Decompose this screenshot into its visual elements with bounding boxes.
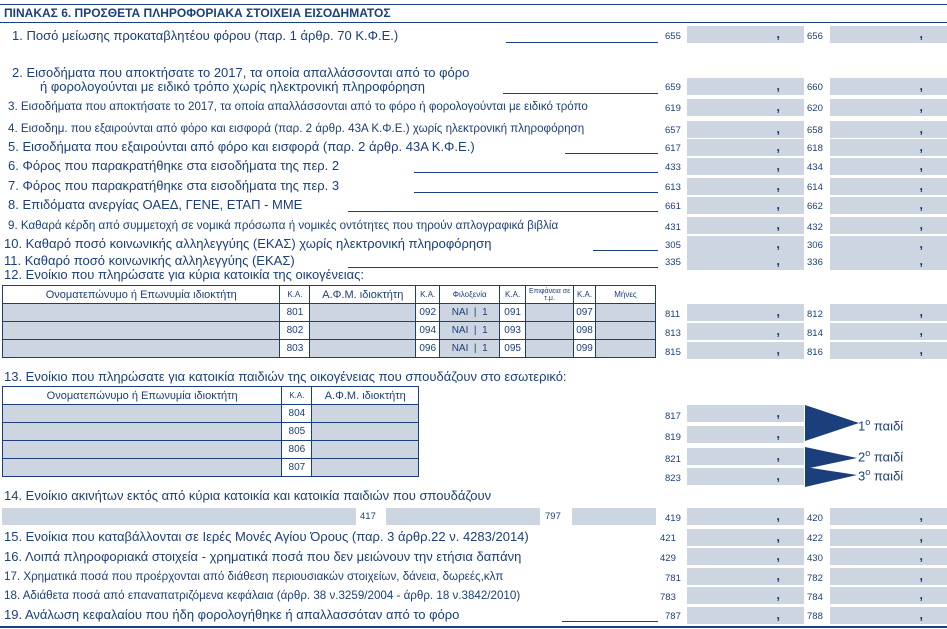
amount-field-430[interactable]: , (830, 548, 947, 565)
code-783: 783 (660, 592, 676, 603)
amount-field-787[interactable]: , (687, 607, 804, 624)
row-15-label: 15. Ενοίκια που καταβάλλονται σε Ιερές Μονές Αγίου Όρους (παρ. 3 άρθρ.22 ν. 4283/2014) (4, 529, 529, 544)
owner-name-field[interactable] (3, 304, 280, 322)
section-12-title: 12. Ενοίκιο που πληρώσατε για κύρια κατοικία της οικογένειας: (4, 267, 365, 282)
ka-099: 099 (574, 340, 596, 358)
arrow-child-2-icon (805, 447, 857, 469)
amount-field-421[interactable]: , (687, 529, 804, 546)
table-row (3, 322, 656, 340)
amount-field-429[interactable]: , (687, 548, 804, 565)
code-659: 659 (665, 82, 681, 93)
leader-line (348, 211, 658, 212)
amount-field-620[interactable]: , (830, 99, 947, 116)
code-619: 619 (665, 103, 681, 114)
row-11-label: 11. Καθαρό ποσό κοινωνικής αλληλεγγύης (ΕΚΑΣ) (4, 253, 295, 268)
section-13-title: 13. Ενοίκιο που πληρώσατε για κατοικία παιδιών της οικογένειας που σπουδάζουν στο εσωτερικό: (4, 369, 567, 384)
child-3-label: $3^o$ παιδί (858, 467, 904, 484)
afm-field[interactable] (310, 340, 416, 358)
code-655: 655 (665, 31, 681, 42)
row-19-label: 19. Ανάλωση κεφαλαίου που ήδη φορολογήθηκε ή απαλλασσόταν από το φόρο (4, 607, 460, 622)
amount-field-613[interactable]: , (687, 178, 804, 195)
row-7-label: 7. Φόρος που παρακρατήθηκε στα εισοδήματα της περ. 3 (8, 178, 340, 193)
code-433: 433 (665, 162, 681, 173)
header-ka: Κ.Α. (280, 286, 310, 304)
amount-field-823[interactable]: , (687, 468, 804, 485)
ka-092: 092 (416, 304, 440, 322)
code-781: 781 (665, 573, 681, 584)
code-429: 429 (660, 553, 676, 564)
rent-afm-field[interactable] (386, 508, 540, 525)
amount-field-661[interactable]: , (687, 197, 804, 214)
code-430: 430 (807, 553, 823, 564)
child-2-label: $2^o$ παιδί (858, 448, 904, 465)
amount-field-814[interactable]: , (830, 323, 947, 340)
code-661: 661 (665, 201, 681, 212)
ka-096: 096 (416, 340, 440, 358)
amount-field-306[interactable]: , (830, 236, 947, 253)
code-432: 432 (807, 222, 823, 233)
row-2-label: 2. Εισοδήματα που αποκτήσατε το 2017, τα οποία απαλλάσσονται από το φόρο (12, 65, 470, 80)
leader-line (414, 172, 658, 173)
code-306: 306 (807, 240, 823, 251)
amount-field-783[interactable]: , (687, 587, 804, 604)
owner-name-field[interactable] (3, 322, 280, 340)
ka-095: 095 (500, 340, 526, 358)
code-614: 614 (807, 182, 823, 193)
leader-line (565, 153, 658, 154)
section-14-title: 14. Ενοίκιο ακινήτων εκτός από κύρια κατοικία και κατοικία παιδιών που σπουδάζουν (4, 488, 492, 503)
amount-field-816[interactable]: , (830, 342, 947, 359)
code-819: 819 (665, 432, 681, 443)
afm-field[interactable] (310, 322, 416, 340)
amount-field-618[interactable]: , (830, 139, 947, 156)
code-421: 421 (660, 533, 676, 544)
owner-name-field[interactable] (3, 405, 282, 423)
afm-field[interactable] (312, 423, 419, 441)
code-782: 782 (807, 573, 823, 584)
bottom-border (0, 626, 947, 628)
amount-field-617[interactable]: , (687, 139, 804, 156)
amount-field-305[interactable]: , (687, 236, 804, 253)
amount-field-434[interactable]: , (830, 158, 947, 175)
amount-field-821[interactable]: , (687, 448, 804, 465)
amount-field-788[interactable]: , (830, 607, 947, 624)
code-823: 823 (665, 473, 681, 484)
ka-803: 803 (280, 340, 310, 358)
table-row (3, 423, 419, 441)
table-header (0, 4, 947, 23)
ka-804: 804 (282, 405, 312, 423)
amount-field-433[interactable]: , (687, 158, 804, 175)
amount-field-420[interactable]: , (830, 508, 947, 525)
header-hosting: Φιλοξενία (440, 286, 500, 304)
header-ka: Κ.Α. (416, 286, 440, 304)
afm-field[interactable] (312, 441, 419, 459)
hosting-yes[interactable]: ΝΑΙ | 1 (440, 304, 500, 322)
header-afm: Α.Φ.Μ. ιδιοκτήτη (310, 286, 416, 304)
header-ka: Κ.Α. (574, 286, 596, 304)
code-431: 431 (665, 222, 681, 233)
amount-field-432[interactable]: , (830, 217, 947, 234)
code-419: 419 (665, 513, 681, 524)
leader-line (503, 93, 658, 94)
arrow-child-3-icon (805, 467, 857, 487)
header-area: Επιφάνεια σε τ.μ. (526, 286, 574, 304)
child-arrows (805, 403, 865, 489)
code-811: 811 (665, 309, 681, 320)
code-613: 613 (665, 182, 681, 193)
leader-line (593, 250, 658, 251)
amount-field-422[interactable]: , (830, 529, 947, 546)
amount-field-614[interactable]: , (830, 178, 947, 195)
ka-091: 091 (500, 304, 526, 322)
area-field[interactable] (526, 322, 574, 340)
ka-098: 098 (574, 322, 596, 340)
amount-field-431[interactable]: , (687, 217, 804, 234)
code-662: 662 (807, 201, 823, 212)
rent-table-13 (2, 386, 419, 477)
row-10-label: 10. Καθαρό ποσό κοινωνικής αλληλεγγύης (ΕΚΑΣ) χωρίς ηλεκτρονική πληροφόρηση (4, 236, 492, 251)
amount-field-657[interactable]: , (687, 121, 804, 138)
row-16-label: 16. Λοιπά πληροφοριακά στοιχεία - χρηματικά ποσά που δεν μειώνουν την ετήσια δαπάνη (4, 549, 522, 564)
code-660: 660 (807, 82, 823, 93)
header-afm: Α.Φ.Μ. ιδιοκτήτη (312, 387, 419, 405)
amount-field-655[interactable]: , (687, 26, 804, 43)
amount-field-658[interactable]: , (830, 121, 947, 138)
amount-field-812[interactable]: , (830, 304, 947, 321)
ka-802: 802 (280, 322, 310, 340)
code-817: 817 (665, 411, 681, 422)
amount-field-782[interactable]: , (830, 568, 947, 585)
row-4-label: 4. Εισοδημ. που εξαιρούνται από φόρο και εισφορά (παρ. 2 άρθρ. 43Α Κ.Φ.Ε.) χωρίς ηλεκτρονική πληροφόρηση (8, 122, 585, 135)
leader-line (348, 267, 658, 268)
code-812: 812 (807, 309, 823, 320)
table-row (3, 459, 419, 477)
code-620: 620 (807, 103, 823, 114)
row-1-label: 1. Ποσό μείωσης προκαταβλητέου φόρου (παρ. 1 άρθρ. 70 Κ.Φ.Ε.) (12, 28, 399, 43)
row-8-label: 8. Επιδόματα ανεργίας ΟΑΕΔ, ΓΕΝΕ, ΕΤΑΠ - ΜΜΕ (8, 197, 303, 212)
afm-field[interactable] (312, 405, 419, 423)
code-816: 816 (807, 347, 823, 358)
amount-field-819[interactable]: , (687, 426, 804, 443)
code-656: 656 (807, 31, 823, 42)
header-owner-name: Ονοματεπώνυμο ή Επωνυμία ιδιοκτήτη (3, 387, 282, 405)
table-row (3, 340, 656, 358)
row-3-label: 3. Εισοδήματα που αποκτήσατε το 2017, τα οποία απαλλάσσονται από το φόρο ή φορολογούνται με ειδικό τρόπο (8, 100, 588, 113)
leader-line (562, 621, 658, 622)
amount-field-659[interactable]: , (687, 78, 804, 95)
ka-805: 805 (282, 423, 312, 441)
amount-field-335[interactable]: , (687, 253, 804, 270)
amount-field-813[interactable]: , (687, 323, 804, 340)
ka-797: 797 (545, 511, 561, 522)
code-434: 434 (807, 162, 823, 173)
rent-owner-field[interactable] (2, 508, 356, 525)
ka-094: 094 (416, 322, 440, 340)
arrow-child-1-icon (805, 405, 859, 441)
row-5-label: 5. Εισοδήματα που εξαιρούνται από φόρο και εισφορά (παρ. 2 άρθρ. 43Α Κ.Φ.Ε.) (8, 139, 475, 154)
owner-name-field[interactable] (3, 441, 282, 459)
table-row (3, 441, 419, 459)
area-field[interactable] (526, 340, 574, 358)
ka-801: 801 (280, 304, 310, 322)
code-788: 788 (807, 611, 823, 622)
ka-807: 807 (282, 459, 312, 477)
amount-field-419[interactable]: , (687, 508, 804, 525)
code-784: 784 (807, 592, 823, 603)
code-787: 787 (665, 611, 681, 622)
rent-area-field[interactable] (572, 508, 656, 525)
code-335: 335 (665, 257, 681, 268)
table-row (3, 405, 419, 423)
code-422: 422 (807, 533, 823, 544)
ka-093: 093 (500, 322, 526, 340)
amount-field-336[interactable]: , (830, 253, 947, 270)
child-1-label: $1^o$ παιδί (858, 417, 904, 434)
code-821: 821 (665, 454, 681, 465)
code-813: 813 (665, 328, 681, 339)
afm-field[interactable] (312, 459, 419, 477)
amount-field-815[interactable]: , (687, 342, 804, 359)
amount-field-660[interactable]: , (830, 78, 947, 95)
row-2-label-cont: ή φορολογούνται με ειδικό τρόπο χωρίς ηλεκτρονική πληροφόρηση (40, 79, 425, 94)
code-658: 658 (807, 125, 823, 136)
amount-field-817[interactable]: , (687, 405, 804, 422)
amount-field-619[interactable]: , (687, 99, 804, 116)
owner-name-field[interactable] (3, 340, 280, 358)
code-336: 336 (807, 257, 823, 268)
amount-field-781[interactable]: , (687, 568, 804, 585)
months-field[interactable] (596, 340, 656, 358)
owner-name-field[interactable] (3, 423, 282, 441)
header-ka: Κ.Α. (500, 286, 526, 304)
code-618: 618 (807, 143, 823, 154)
ka-806: 806 (282, 441, 312, 459)
code-617: 617 (665, 143, 681, 154)
months-field[interactable] (596, 304, 656, 322)
row-17-label: 17. Χρηματικά ποσά που προέρχονται από διάθεση περιουσιακών στοιχείων, δάνεια, δωρεές,κλπ (4, 570, 504, 583)
code-815: 815 (665, 347, 681, 358)
amount-field-662[interactable]: , (830, 197, 947, 214)
amount-field-784[interactable]: , (830, 587, 947, 604)
code-657: 657 (665, 125, 681, 136)
row-18-label: 18. Αδιάθετα ποσά από επαναπατριζόμενα κεφάλαια (άρθρ. 38 ν.3259/2004 - άρθρ. 18 ν.3842/2010) (4, 589, 521, 602)
amount-field-656[interactable]: , (830, 26, 947, 43)
header-owner-name: Ονοματεπώνυμο ή Επωνυμία ιδιοκτήτη (3, 286, 280, 304)
code-420: 420 (807, 513, 823, 524)
leader-line (414, 192, 658, 193)
amount-field-811[interactable]: , (687, 304, 804, 321)
header-months: Μήνες (596, 286, 656, 304)
page-title: ΠΙΝΑΚΑΣ 6. ΠΡΟΣΘΕΤΑ ΠΛΗΡΟΦΟΡΙΑΚΑ ΣΤΟΙΧΕΙΑ ΕΙΣΟΔΗΜΑΤΟΣ (4, 6, 391, 20)
hosting-yes[interactable]: ΝΑΙ | 1 (440, 340, 500, 358)
afm-field[interactable] (310, 304, 416, 322)
months-field[interactable] (596, 322, 656, 340)
header-ka: Κ.Α. (282, 387, 312, 405)
owner-name-field[interactable] (3, 459, 282, 477)
code-305: 305 (665, 240, 681, 251)
ka-097: 097 (574, 304, 596, 322)
ka-417: 417 (360, 511, 376, 522)
row-9-label: 9. Καθαρά κέρδη από συμμετοχή σε νομικά πρόσωπα ή νομικές οντότητες που τηρούν απλογραφικά βιβλία (8, 219, 559, 232)
leader-line (506, 42, 658, 43)
code-814: 814 (807, 328, 823, 339)
row-6-label: 6. Φόρος που παρακρατήθηκε στα εισοδήματα της περ. 2 (8, 158, 340, 173)
area-field[interactable] (526, 304, 574, 322)
rent-table-12 (2, 285, 656, 358)
hosting-yes[interactable]: ΝΑΙ | 1 (440, 322, 500, 340)
table-row (3, 304, 656, 322)
